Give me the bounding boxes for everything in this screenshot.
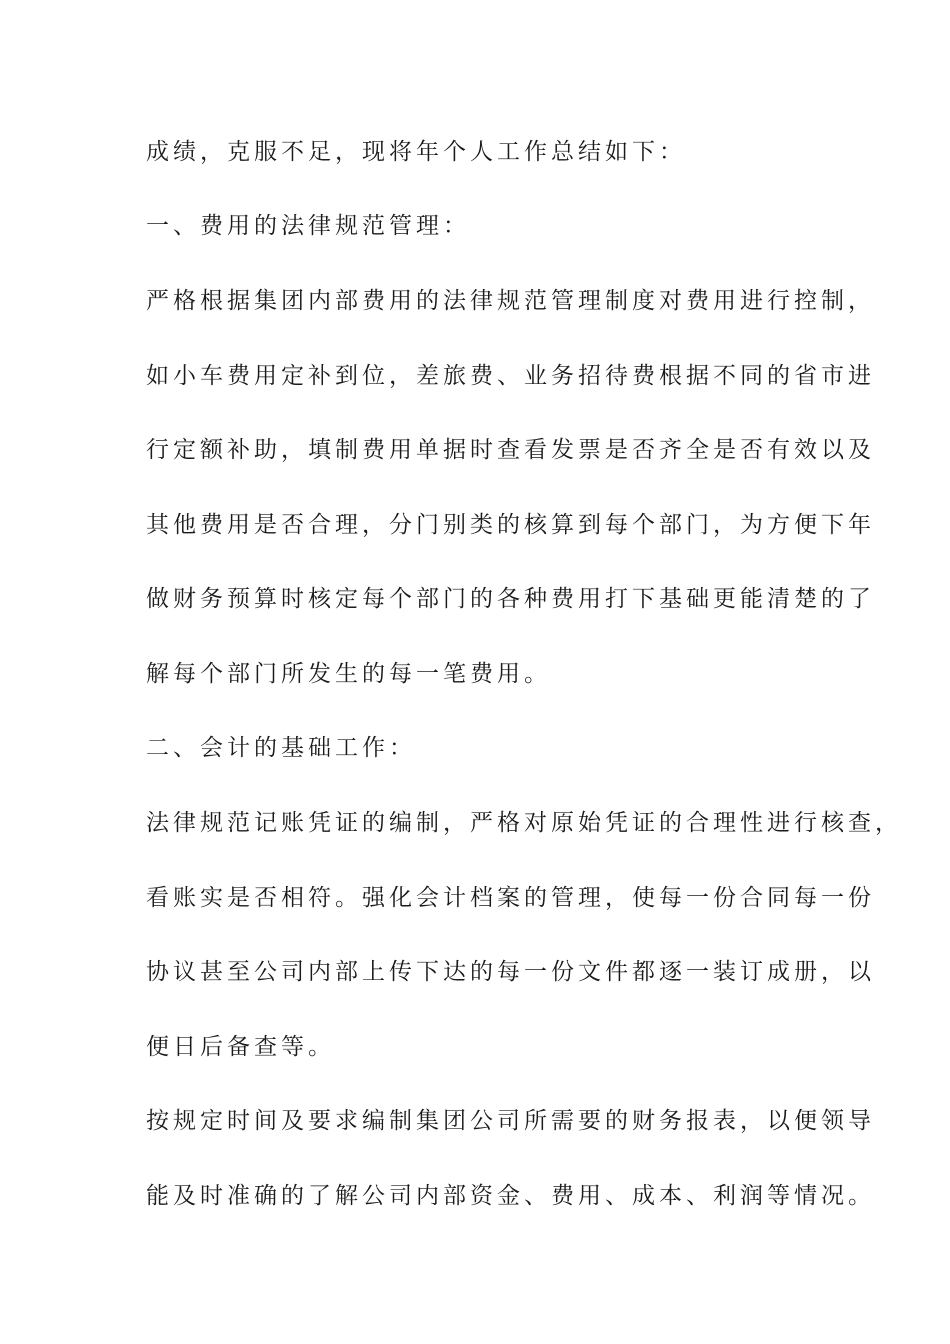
paragraph-line: 能及时准确的了解公司内部资金、费用、成本、利润等情况。	[146, 1183, 875, 1209]
paragraph-line: 便日后备查等。	[146, 1034, 335, 1060]
paragraph-line: 其他费用是否合理，分门别类的核算到每个部门，为方便下年	[146, 512, 875, 538]
paragraph-line: 解每个部门所发生的每一笔费用。	[146, 661, 551, 687]
paragraph-line: 法律规范记账凭证的编制，严格对原始凭证的合理性进行核查，	[146, 810, 902, 836]
paragraph-line: 做财务预算时核定每个部门的各种费用打下基础更能清楚的了	[146, 586, 875, 612]
paragraph-line: 按规定时间及要求编制集团公司所需要的财务报表，以便领导	[146, 1108, 875, 1134]
paragraph-line: 严格根据集团内部费用的法律规范管理制度对费用进行控制，	[146, 288, 875, 314]
paragraph-line: 看账实是否相符。强化会计档案的管理，使每一份合同每一份	[146, 885, 875, 911]
section-heading: 二、会计的基础工作：	[146, 735, 416, 761]
paragraph-line: 如小车费用定补到位，差旅费、业务招待费根据不同的省市进	[146, 363, 875, 389]
paragraph-line: 协议甚至公司内部上传下达的每一份文件都逐一装订成册，以	[146, 959, 875, 985]
section-heading: 一、费用的法律规范管理：	[146, 213, 470, 239]
paragraph-line: 成绩，克服不足，现将年个人工作总结如下：	[146, 139, 686, 165]
paragraph-line: 行定额补助，填制费用单据时查看发票是否齐全是否有效以及	[146, 437, 875, 463]
